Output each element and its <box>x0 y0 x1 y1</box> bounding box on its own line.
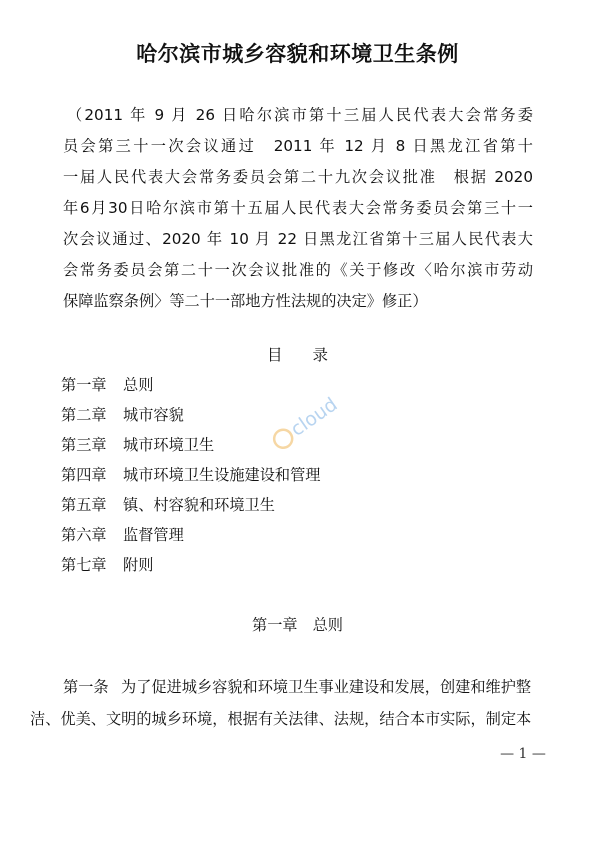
toc-heading-right: 录 <box>312 346 329 364</box>
chapter-heading <box>0 610 595 640</box>
article-text: 为了促进城乡容貌和环境卫生事业建设和发展，创建和维护整 <box>121 678 532 696</box>
toc-heading <box>0 343 595 365</box>
article-1 <box>30 671 560 735</box>
toc-chapter-number: 第一章 <box>61 376 107 394</box>
enactment-note-line: 一届人民代表大会常务委员会第二十九次会议批准 根据 2020 <box>63 168 533 186</box>
toc-heading-left: 目 <box>266 346 283 364</box>
toc-item[interactable] <box>61 550 320 580</box>
toc-chapter-number: 第六章 <box>61 526 107 544</box>
enactment-note-line: 保障监察条例〉等二十一部地方性法规的决定》修正） <box>63 292 428 310</box>
toc-chapter-name: 城市环境卫生设施建设和管理 <box>123 466 321 484</box>
toc-item[interactable] <box>61 520 320 550</box>
cloud-watermark-icon <box>258 380 348 460</box>
toc-chapter-name: 城市环境卫生 <box>123 436 215 454</box>
enactment-note-line: 次会议通过、2020 年 10 月 22 日黑龙江省第十三届人民代表大 <box>63 230 533 248</box>
toc-chapter-number: 第二章 <box>61 406 107 424</box>
watermark-text: cloud <box>286 393 342 441</box>
toc-chapter-number: 第三章 <box>61 436 107 454</box>
toc-chapter-name: 总则 <box>123 376 154 394</box>
toc-chapter-name: 镇、村容貌和环境卫生 <box>123 496 275 514</box>
article-text: 洁、优美、文明的城乡环境，根据有关法律、法规，结合本市实际，制定本 <box>30 710 532 728</box>
chapter-heading-name: 总则 <box>312 616 343 634</box>
enactment-note-line: （2011 年 9 月 26 日哈尔滨市第十三届人民代表大会常务委 <box>67 106 533 124</box>
toc-chapter-name: 监督管理 <box>123 526 184 544</box>
page-number: — 1 — <box>500 746 546 762</box>
chapter-heading-number: 第一章 <box>252 616 298 634</box>
document-title: 哈尔滨市城乡容貌和环境卫生条例 <box>136 41 459 66</box>
toc-chapter-name: 城市容貌 <box>123 406 184 424</box>
enactment-note <box>63 100 533 317</box>
toc-chapter-name: 附则 <box>123 556 154 574</box>
toc-item[interactable] <box>61 490 320 520</box>
toc-chapter-number: 第七章 <box>61 556 107 574</box>
toc-item[interactable] <box>61 460 320 490</box>
toc-chapter-number: 第四章 <box>61 466 107 484</box>
enactment-note-line: 员会第三十一次会议通过 2011 年 12 月 8 日黑龙江省第十 <box>63 137 533 155</box>
article-number: 第一条 <box>63 678 109 696</box>
enactment-note-line: 年6月30日哈尔滨市第十五届人民代表大会常务委员会第三十一 <box>63 199 533 217</box>
enactment-note-line: 会常务委员会第二十一次会议批准的《关于修改〈哈尔滨市劳动 <box>63 261 533 279</box>
toc-chapter-number: 第五章 <box>61 496 107 514</box>
